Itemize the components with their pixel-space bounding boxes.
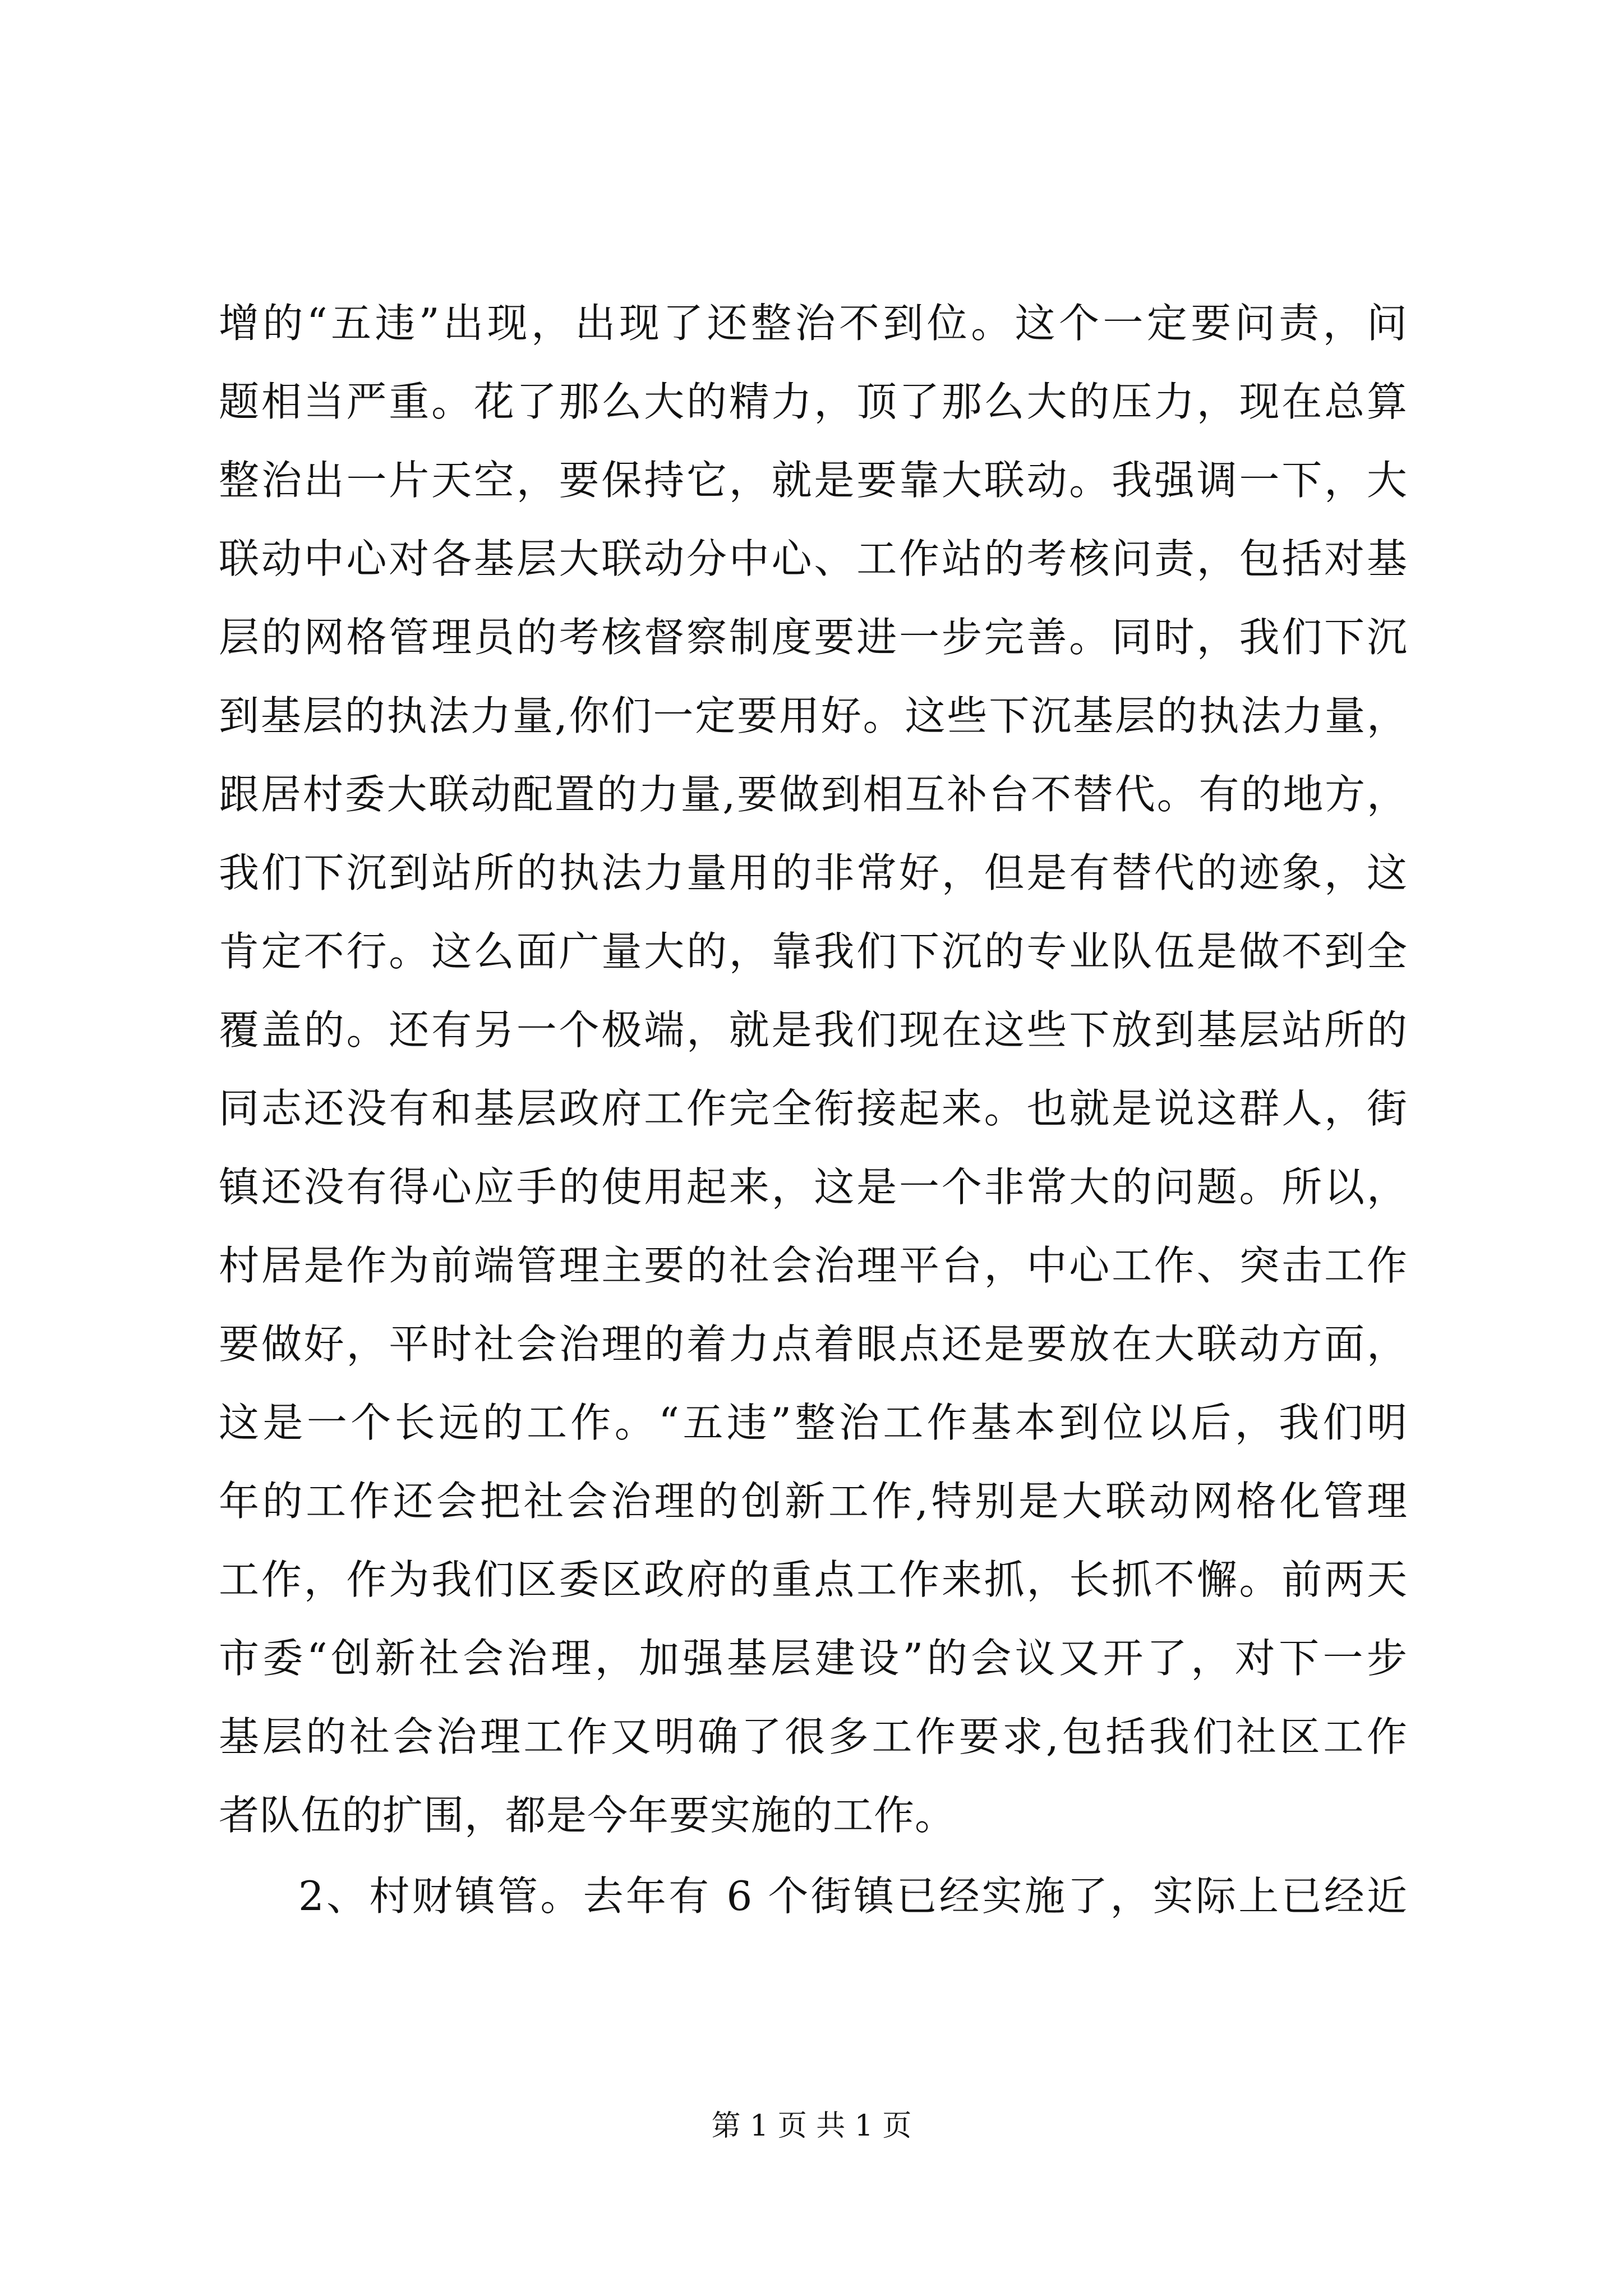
paragraph-line: 肯定不行。这么面广量大的，靠我们下沉的专业队伍是做不到全: [219, 928, 1408, 975]
paragraph-line: 跟居村委大联动配置的力量,要做到相互补台不替代。有的地方，: [219, 771, 1408, 818]
paragraph-line: 村居是作为前端管理主要的社会治理平台，中心工作、突击工作: [219, 1242, 1408, 1289]
paragraph-line: 2、村财镇管。去年有 6 个街镇已经实施了，实际上已经近: [298, 1872, 1408, 1920]
paragraph-line: 年的工作还会把社会治理的创新工作,特别是大联动网格化管理: [219, 1478, 1408, 1525]
paragraph-line: 要做好，平时社会治理的着力点着眼点还是要放在大联动方面，: [219, 1320, 1408, 1368]
paragraph-line: 工作，作为我们区委区政府的重点工作来抓，长抓不懈。前两天: [219, 1556, 1408, 1603]
paragraph-line: 到基层的执法力量,你们一定要用好。这些下沉基层的执法力量，: [219, 692, 1408, 739]
paragraph-line: 者队伍的扩围，都是今年要实施的工作。: [219, 1792, 956, 1839]
paragraph-line: 基层的社会治理工作又明确了很多工作要求,包括我们社区工作: [219, 1713, 1408, 1760]
paragraph-line: 联动中心对各基层大联动分中心、工作站的考核问责，包括对基: [219, 535, 1408, 582]
paragraph-line: 题相当严重。花了那么大的精力，顶了那么大的压力，现在总算: [219, 378, 1408, 425]
paragraph-line: 市委“创新社会治理，加强基层建设”的会议又开了，对下一步: [219, 1635, 1408, 1682]
paragraph-line: 覆盖的。还有另一个极端，就是我们现在这些下放到基层站所的: [219, 1006, 1408, 1053]
paragraph-line: 我们下沉到站所的执法力量用的非常好，但是有替代的迹象，这: [219, 849, 1408, 896]
paragraph-line: 镇还没有得心应手的使用起来，这是一个非常大的问题。所以，: [219, 1163, 1408, 1211]
paragraph-line: 同志还没有和基层政府工作完全衔接起来。也就是说这群人，街: [219, 1085, 1408, 1132]
paragraph-line: 这是一个长远的工作。“五违”整治工作基本到位以后，我们明: [219, 1399, 1408, 1446]
paragraph-line: 增的“五违”出现，出现了还整治不到位。这个一定要问责，问: [219, 300, 1408, 347]
paragraph-line: 整治出一片天空，要保持它，就是要靠大联动。我强调一下，大: [219, 457, 1408, 504]
paragraph-line: 层的网格管理员的考核督察制度要进一步完善。同时，我们下沉: [219, 614, 1408, 661]
page-footer: 第 1 页 共 1 页: [711, 2109, 912, 2143]
